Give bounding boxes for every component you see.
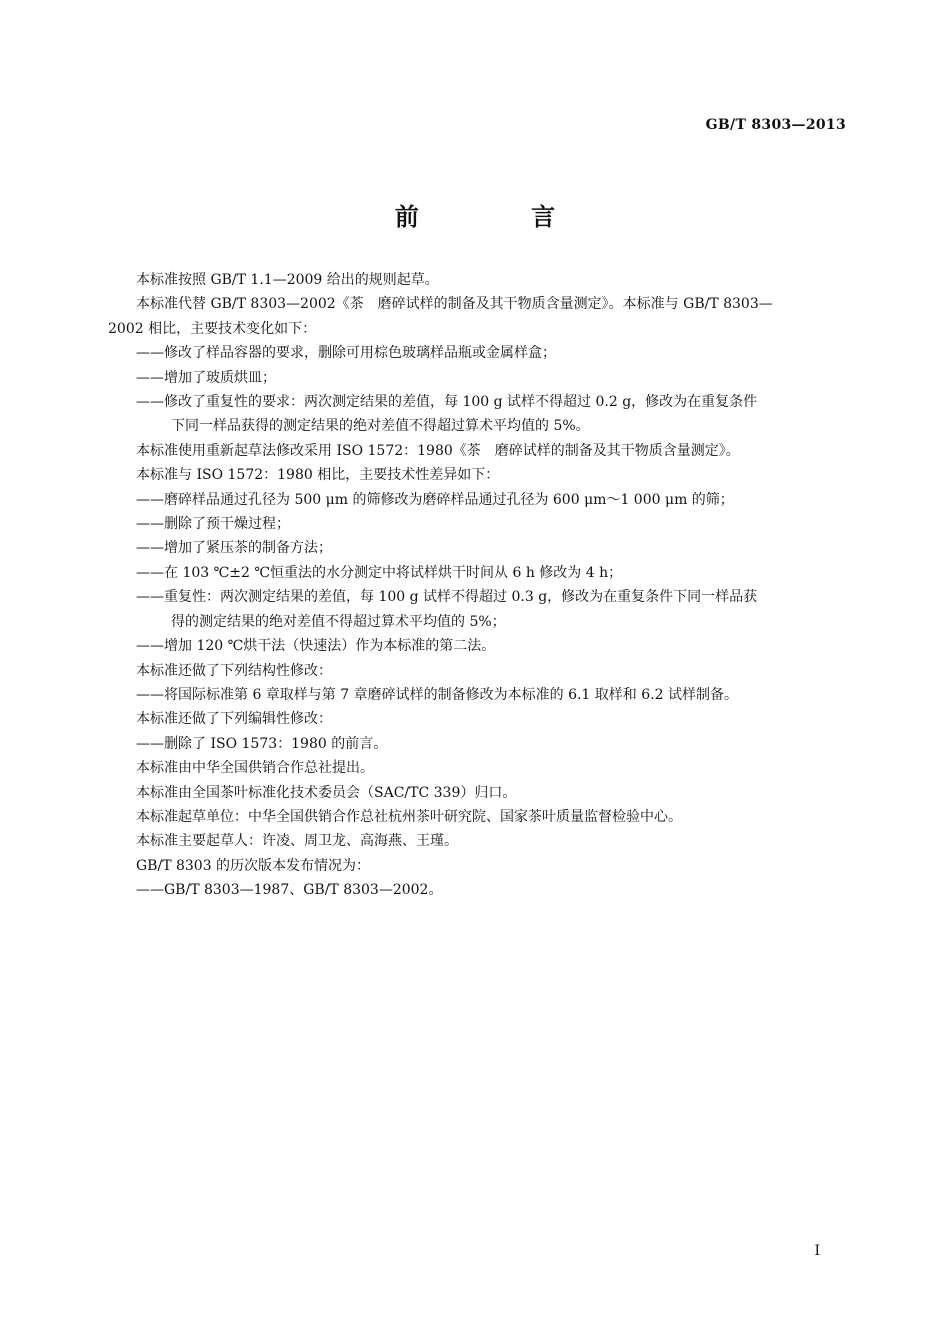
paragraph-line: 本标准代替 GB/T 8303—2002《茶 磨碎试样的制备及其干物质含量测定》。本标准与 GB/T 8303— [136, 296, 773, 313]
paragraph-line: 本标准主要起草人：许凌、周卫龙、高海燕、王瑾。 [136, 833, 458, 850]
list-item: ——增加 120 ℃烘干法（快速法）作为本标准的第二法。 [136, 638, 496, 655]
paragraph-line: 本标准还做了下列结构性修改： [136, 662, 332, 679]
list-item: ——修改了样品容器的要求，删除可用棕色玻璃样品瓶或金属样盒； [136, 345, 556, 362]
foreword-body [108, 268, 845, 903]
list-item: ——重复性：两次测定结果的差值，每 100 g 试样不得超过 0.3 g，修改为在重复条件下同一样品获 [136, 589, 758, 606]
paragraph-line: 本标准按照 GB/T 1.1—2009 给出的规则起草。 [136, 272, 439, 288]
page-title: 前 言 [394, 202, 608, 231]
list-item: ——删除了 ISO 1573：1980 的前言。 [136, 735, 388, 752]
list-item-continuation: 得的测定结果的绝对差值不得超过算术平均值的 5%； [171, 613, 506, 630]
list-item: ——删除了预干燥过程； [136, 516, 290, 533]
paragraph-line: 本标准由中华全国供销合作总社提出。 [136, 760, 374, 777]
list-item: ——增加了紧压茶的制备方法； [136, 540, 332, 557]
list-item-continuation: 下同一样品获得的测定结果的绝对差值不得超过算术平均值的 5%。 [171, 418, 590, 435]
list-item: ——修改了重复性的要求：两次测定结果的差值，每 100 g 试样不得超过 0.2 g，修改为在重复条件 [136, 394, 758, 411]
paragraph-line: 本标准与 ISO 1572：1980 相比，主要技术性差异如下： [136, 467, 500, 484]
paragraph-line: GB/T 8303 的历次版本发布情况为： [136, 857, 371, 874]
paragraph-line: 2002 相比，主要技术变化如下： [108, 320, 317, 337]
page-number: I [814, 1243, 820, 1259]
standard-code: GB/T 8303—2013 [705, 117, 846, 133]
paragraph-line: 本标准使用重新起草法修改采用 ISO 1572：1980《茶 磨碎试样的制备及其干物质含量测定》。 [136, 442, 740, 459]
paragraph-line: 本标准起草单位：中华全国供销合作总社杭州茶叶研究院、国家茶叶质量监督检验中心。 [136, 808, 682, 825]
paragraph-line: 本标准还做了下列编辑性修改： [136, 711, 332, 728]
list-item: ——增加了玻质烘皿； [136, 369, 276, 386]
list-item: ——磨碎样品通过孔径为 500 μm 的筛修改为磨碎样品通过孔径为 600 μm～1 000 μm 的筛； [136, 491, 734, 508]
list-item: ——在 103 ℃±2 ℃恒重法的水分测定中将试样烘干时间从 6 h 修改为 4 h； [136, 564, 623, 581]
paragraph-line: 本标准由全国茶叶标准化技术委员会（SAC/TC 339）归口。 [136, 784, 517, 801]
list-item: ——将国际标准第 6 章取样与第 7 章磨碎试样的制备修改为本标准的 6.1 取样和 6.2 试样制备。 [136, 686, 738, 703]
list-item: ——GB/T 8303—1987、GB/T 8303—2002。 [136, 882, 443, 899]
